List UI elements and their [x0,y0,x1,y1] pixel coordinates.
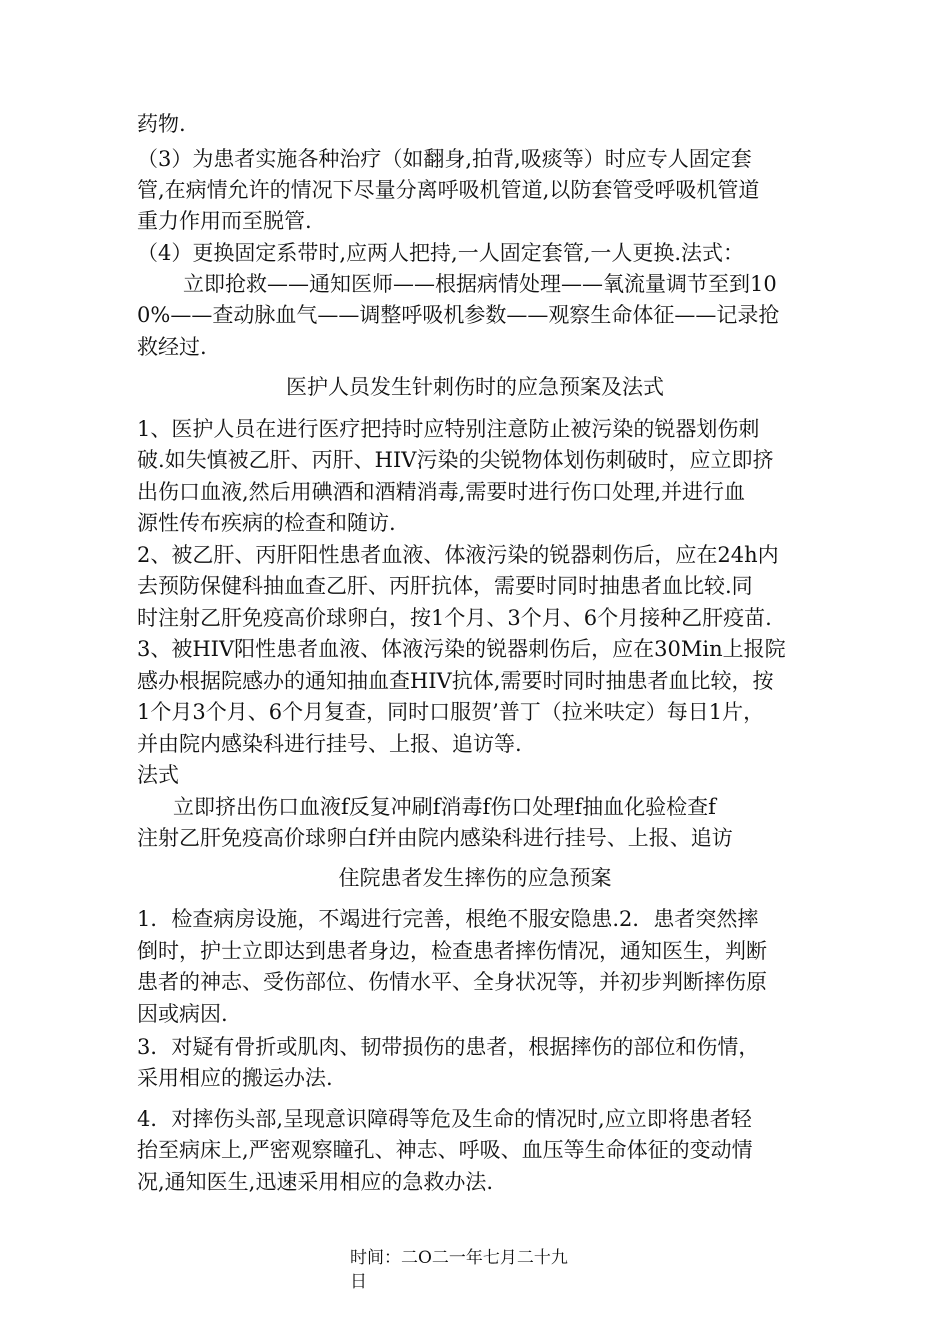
paragraph-line: （3）为患者实施各种治疗（如翻身,拍背,吸痰等）时应专人固定套 [137,147,752,171]
paragraph-line: 抬至病床上,严密观察瞳孔、神志、呼吸、血压等生命体征的变动情 [137,1138,753,1162]
paragraph-line: 并由院内感染科进行挂号、上报、追访等. [137,732,522,756]
paragraph-line: 1．检查病房设施，不竭进行完善，根绝不服安隐患.2．患者突然摔 [137,907,759,931]
section-heading-fall-injury: 住院患者发生摔伤的应急预案 [338,866,612,890]
paragraph-line: 1个月3个月、6个月复查，同时口服贺’普丁（拉米呋定）每日1片， [137,700,765,724]
paragraph-line: 立即抢救——通知医师——根据病情处理——氧流量调节至到10 [183,272,777,296]
paragraph-line: 注射乙肝免疫高价球卵白f并由院内感染科进行挂号、上报、追访 [137,826,733,850]
paragraph-line: 因或病因. [137,1002,228,1026]
paragraph-line: 患者的神志、受伤部位、伤情水平、全身状况等，并初步判断摔伤原 [137,970,767,994]
footer-date: 时间：二O二一年七月二十九 [350,1248,568,1268]
paragraph-line: 药物. [137,112,186,136]
paragraph-line: （4）更换固定系带时,应两人把持,一人固定套管,一人更换.法式： [137,241,745,265]
paragraph-line: 出伤口血液,然后用碘酒和酒精消毒,需要时进行伤口处理,并进行血 [137,480,746,504]
paragraph-line: 3、被HIV阳性患者血液、体液污染的锐器刺伤后，应在30Min上报院 [137,637,786,661]
paragraph-line: 倒时，护士立即达到患者身边，检查患者摔伤情况，通知医生，判断 [137,939,767,963]
paragraph-line: 破.如失慎被乙肝、丙肝、HIV污染的尖锐物体划伤刺破时，应立即挤 [137,448,774,472]
section-heading-needlestick: 医护人员发生针刺伤时的应急预案及法式 [286,375,664,399]
paragraph-line: 3．对疑有骨折或肌肉、韧带损伤的患者，根据摔伤的部位和伤情， [137,1035,760,1059]
procedure-label: 法式 [137,763,179,787]
paragraph-line: 采用相应的搬运办法. [137,1066,333,1090]
paragraph-line: 去预防保健科抽血查乙肝、丙肝抗体，需要时同时抽患者血比较.同 [137,574,753,598]
paragraph-line: 立即挤出伤口血液f反复冲刷f消毒f伤口处理f抽血化验检查f [173,795,716,819]
paragraph-line: 管,在病情允许的情况下尽量分离呼吸机管道,以防套管受呼吸机管道 [137,178,760,202]
paragraph-line: 2、被乙肝、丙肝阳性患者血液、体液污染的锐器刺伤后，应在24h内 [137,543,779,567]
paragraph-line: 时注射乙肝免疫高价球卵白，按1个月、3个月、6个月接种乙肝疫苗. [137,606,772,630]
paragraph-line: 4．对摔伤头部,呈现意识障碍等危及生命的情况时,应立即将患者轻 [137,1107,752,1131]
paragraph-line: 1、医护人员在进行医疗把持时应特别注意防止被污染的锐器划伤刺 [137,417,760,441]
paragraph-line: 源性传布疾病的检查和随访. [137,511,396,535]
footer-date-cont: 日 [350,1272,367,1292]
paragraph-line: 0%——查动脉血气——调整呼吸机参数——观察生命体征——记录抢 [137,303,780,327]
paragraph-line: 重力作用而至脱管. [137,209,312,233]
paragraph-line: 感办根据院感办的通知抽血查HIV抗体,需要时同时抽患者血比较，按 [137,669,774,693]
paragraph-line: 救经过. [137,335,207,359]
paragraph-line: 况,通知医生,迅速采用相应的急救办法. [137,1170,494,1194]
